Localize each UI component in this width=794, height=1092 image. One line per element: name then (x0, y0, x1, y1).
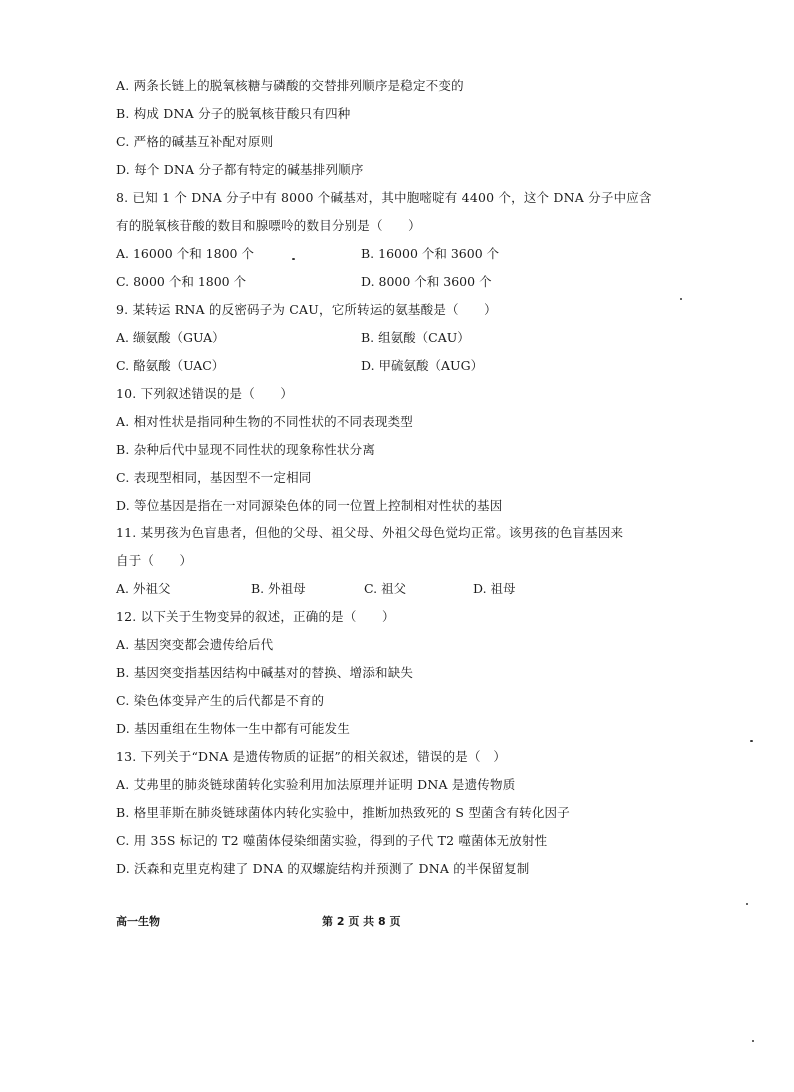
q8-option-c: C. 8000 个和 1800 个 (116, 274, 247, 289)
scan-speck (746, 903, 748, 905)
q13-option-b: B. 格里菲斯在肺炎链球菌体内转化实验中，推断加热致死的 S 型菌含有转化因子 (116, 805, 570, 820)
scan-speck (292, 258, 295, 260)
scan-speck (752, 1040, 754, 1042)
q11-stem-line1: 11. 某男孩为色盲患者，但他的父母、祖父母、外祖父母色觉均正常。该男孩的色盲基因来 (116, 525, 624, 540)
q12-option-c: C. 染色体变异产生的后代都是不育的 (116, 693, 325, 708)
q9-option-b: B. 组氨酸（CAU） (361, 330, 470, 345)
q12-option-d: D. 基因重组在生物体一生中都有可能发生 (116, 721, 351, 736)
q8-option-a: A. 16000 个和 1800 个 (116, 246, 254, 261)
q9-stem: 9. 某转运 RNA 的反密码子为 CAU，它所转运的氨基酸是（ ） (116, 302, 497, 317)
q11-stem-line2: 自于（ ） (116, 553, 193, 568)
q12-stem: 12. 以下关于生物变异的叙述，正确的是（ ） (116, 609, 395, 624)
q10-option-b: B. 杂种后代中显现不同性状的现象称性状分离 (116, 442, 376, 457)
q7-option-d: D. 每个 DNA 分子都有特定的碱基排列顺序 (116, 162, 364, 177)
q11-option-d: D. 祖母 (473, 581, 516, 596)
q13-option-d: D. 沃森和克里克构建了 DNA 的双螺旋结构并预测了 DNA 的半保留复制 (116, 861, 530, 876)
q9-option-a: A. 缬氨酸（GUA） (116, 330, 225, 345)
q7-option-c: C. 严格的碱基互补配对原则 (116, 134, 274, 149)
q10-option-d: D. 等位基因是指在一对同源染色体的同一位置上控制相对性状的基因 (116, 498, 503, 513)
q9-option-d: D. 甲硫氨酸（AUG） (361, 358, 484, 373)
q10-stem: 10. 下列叙述错误的是（ ） (116, 386, 294, 401)
q10-option-a: A. 相对性状是指同种生物的不同性状的不同表现类型 (116, 414, 413, 429)
q12-option-b: B. 基因突变指基因结构中碱基对的替换、增添和缺失 (116, 665, 414, 680)
q9-option-c: C. 酪氨酸（UAC） (116, 358, 225, 373)
footer-page-number: 第 2 页 共 8 页 (322, 915, 401, 928)
q7-option-b: B. 构成 DNA 分子的脱氧核苷酸只有四种 (116, 106, 351, 121)
q8-option-d: D. 8000 个和 3600 个 (361, 274, 492, 289)
q8-stem-line1: 8. 已知 1 个 DNA 分子中有 8000 个碱基对，其中胞嘧啶有 4400 个，这个 DNA 分子中应含 (116, 190, 652, 205)
q11-option-a: A. 外祖父 (116, 581, 171, 596)
q13-option-a: A. 艾弗里的肺炎链球菌转化实验利用加法原理并证明 DNA 是遗传物质 (116, 777, 516, 792)
scan-speck (680, 298, 682, 300)
q12-option-a: A. 基因突变都会遗传给后代 (116, 637, 274, 652)
q10-option-c: C. 表现型相同，基因型不一定相同 (116, 470, 312, 485)
q8-option-b: B. 16000 个和 3600 个 (361, 246, 500, 261)
scan-speck (750, 740, 753, 742)
footer-subject: 高一生物 (116, 915, 160, 928)
q13-stem: 13. 下列关于“DNA 是遗传物质的证据”的相关叙述，错误的是（ ） (116, 749, 507, 764)
q11-option-b: B. 外祖母 (251, 581, 306, 596)
q7-option-a: A. 两条长链上的脱氧核糖与磷酸的交替排列顺序是稳定不变的 (116, 78, 464, 93)
q13-option-c: C. 用 35S 标记的 T2 噬菌体侵染细菌实验，得到的子代 T2 噬菌体无放射性 (116, 833, 548, 848)
q11-option-c: C. 祖父 (364, 581, 407, 596)
q8-stem-line2: 有的脱氧核苷酸的数目和腺嘌呤的数目分别是（ ） (116, 218, 421, 233)
